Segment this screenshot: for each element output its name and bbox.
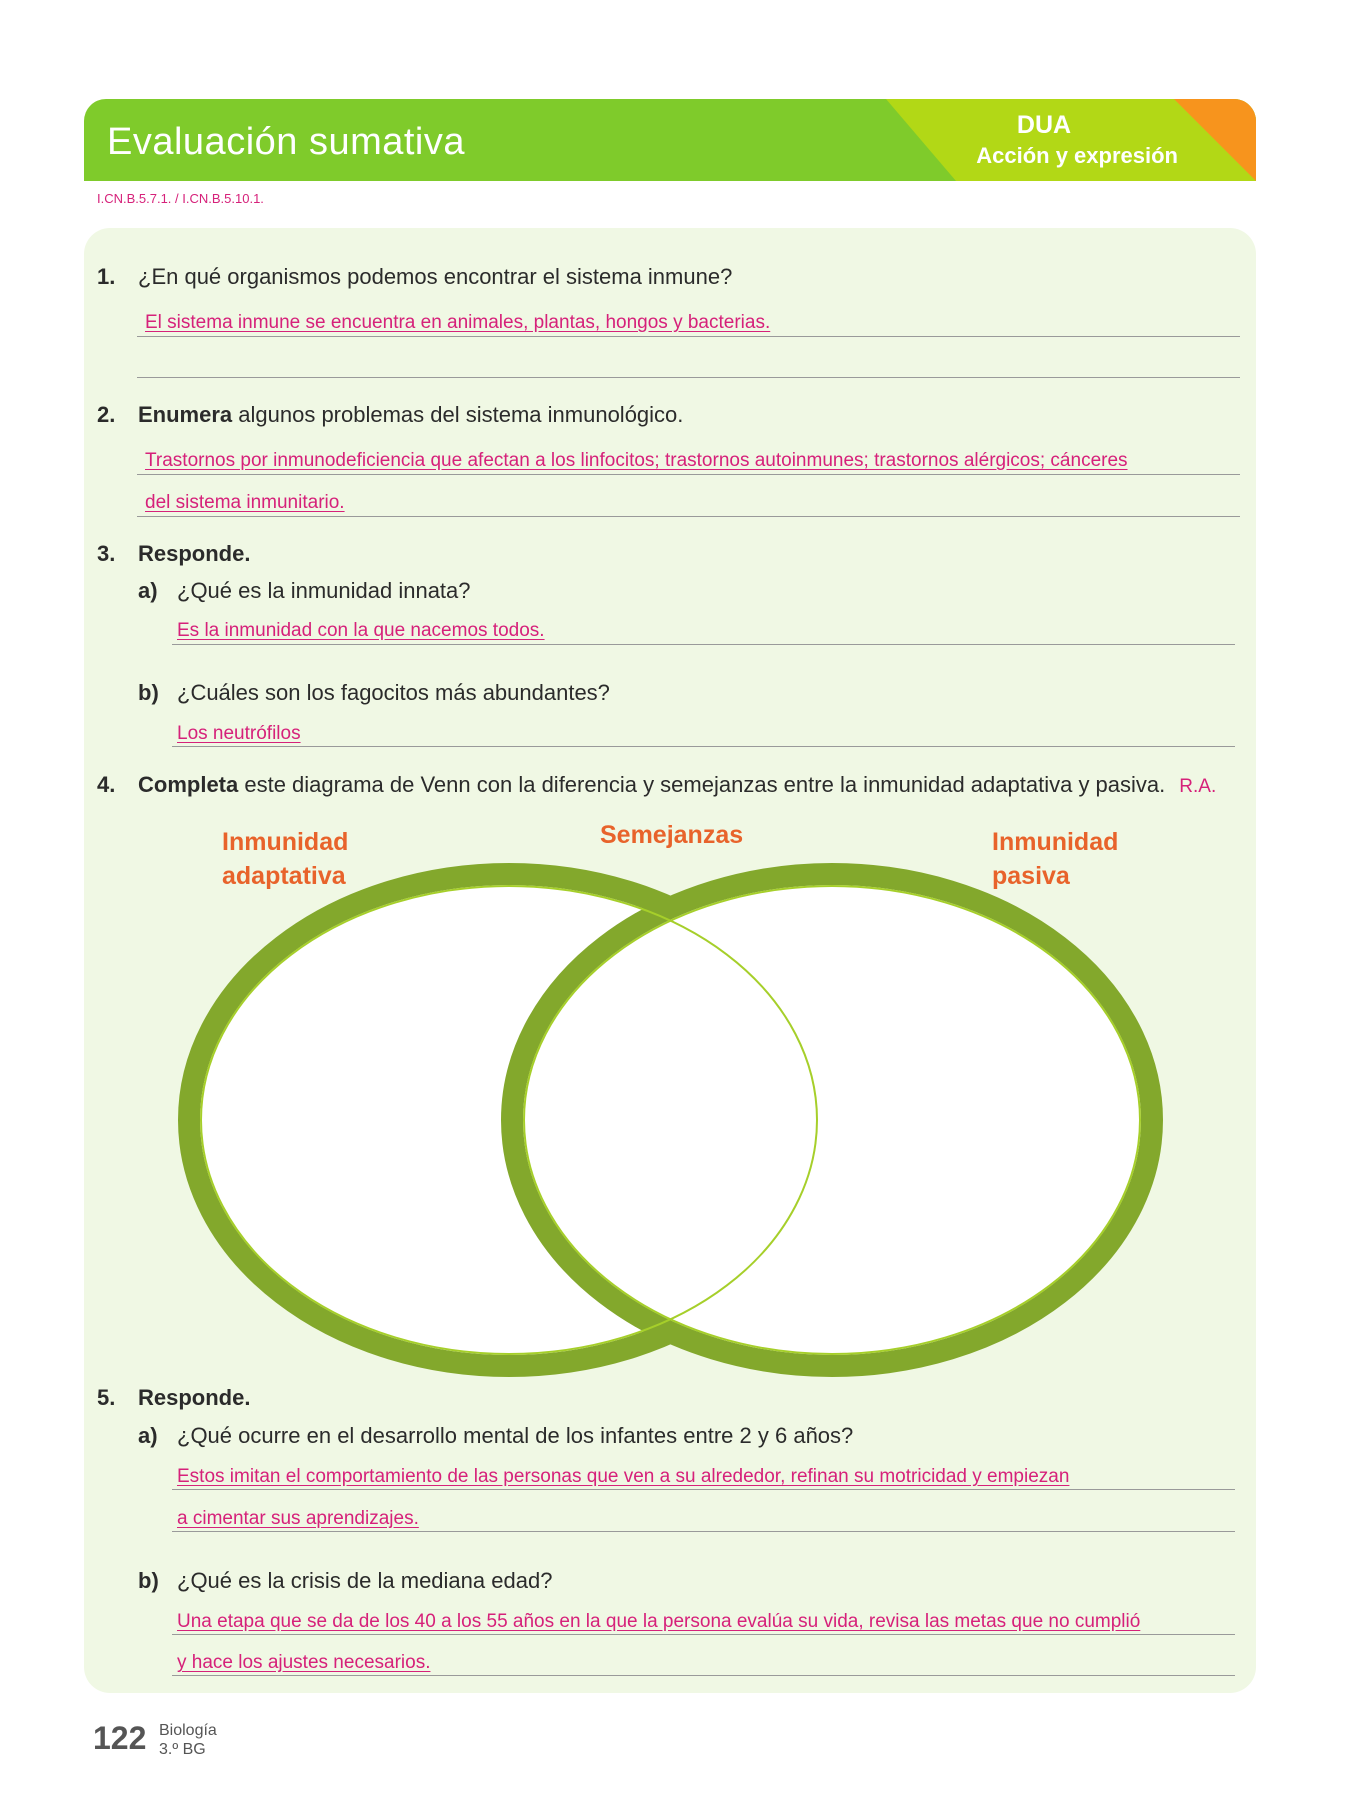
question-5b-text: ¿Qué es la crisis de la mediana edad? (177, 1568, 553, 1593)
question-5-number: 5. (97, 1385, 116, 1410)
question-1-text: ¿En qué organismos podemos encontrar el sistema inmune? (138, 264, 733, 289)
venn-label-adaptive (222, 825, 348, 893)
question-4-verb: Completa (138, 772, 239, 797)
question-5a-text: ¿Qué ocurre en el desarrollo mental de los infantes entre 2 y 6 años? (177, 1423, 854, 1448)
question-3b-text: ¿Cuáles son los fagocitos más abundantes? (177, 680, 610, 705)
question-2-answer-line1: Trastornos por inmunodeficiencia que afectan a los linfocitos; trastornos autoinmunes; trastornos alérgicos; cánceres (145, 450, 1128, 471)
question-5-title: Responde. (138, 1385, 251, 1410)
question-3-number: 3. (97, 541, 116, 566)
answer-line (172, 1489, 1235, 1490)
answer-line (172, 1531, 1235, 1532)
question-3a-text: ¿Qué es la inmunidad innata? (177, 578, 471, 603)
venn-right-circle (512, 874, 1152, 1366)
question-5a-label: a) (138, 1423, 158, 1448)
question-2-verb: Enumera (138, 402, 233, 427)
venn-label-passive-line2: pasiva (992, 862, 1070, 890)
answer-line (172, 1675, 1235, 1676)
question-2-answer-line2: del sistema inmunitario. (145, 492, 345, 513)
venn-label-adaptive-line2: adaptativa (222, 862, 346, 890)
question-4-number: 4. (97, 772, 116, 797)
question-3-title: Responde. (138, 541, 251, 566)
question-2-number: 2. (97, 402, 116, 427)
answer-line (172, 1634, 1235, 1635)
venn-label-passive (992, 825, 1118, 893)
dua-title: DUA (1016, 111, 1072, 139)
question-1-number: 1. (97, 264, 116, 289)
question-4-rest: este diagrama de Venn con la diferencia y semejanzas entre la inmunidad adaptativa y pasiva. (238, 772, 1166, 797)
venn-label-similarities: Semejanzas (600, 821, 744, 849)
page-number: 122 (93, 1720, 147, 1756)
question-3a-label: a) (138, 578, 158, 603)
question-5b-label: b) (138, 1568, 159, 1593)
ra-note: R.A. (1179, 776, 1217, 797)
question-5b-answer-line2: y hace los ajustes necesarios. (177, 1652, 431, 1673)
question-3b-label: b) (138, 680, 159, 705)
question-2-rest: algunos problemas del sistema inmunológico. (232, 402, 684, 427)
question-3b-answer: Los neutrófilos (177, 723, 301, 744)
question-5b-answer-line1: Una etapa que se da de los 40 a los 55 años en la que la persona evalúa su vida, revisa las metas que no cumplió (177, 1611, 1141, 1632)
section-title: Evaluación sumativa (107, 121, 466, 163)
footer-grade: 3.º BG (159, 1741, 206, 1758)
question-1-answer: El sistema inmune se encuentra en animales, plantas, hongos y bacterias. (145, 312, 771, 333)
dua-subtitle: Acción y expresión (976, 143, 1178, 168)
venn-label-passive-line1: Inmunidad (992, 828, 1119, 856)
question-5a-answer-line1: Estos imitan el comportamiento de las personas que ven a su alrededor, refinan su motricidad y empiezan (177, 1466, 1070, 1487)
question-5a-answer-line2: a cimentar sus aprendizajes. (177, 1508, 419, 1529)
question-3a-answer: Es la inmunidad con la que nacemos todos. (177, 620, 545, 641)
footer-subject: Biología (159, 1722, 217, 1739)
venn-label-adaptive-line1: Inmunidad (222, 828, 349, 856)
indicator-codes: I.CN.B.5.7.1. / I.CN.B.5.10.1. (97, 191, 264, 206)
